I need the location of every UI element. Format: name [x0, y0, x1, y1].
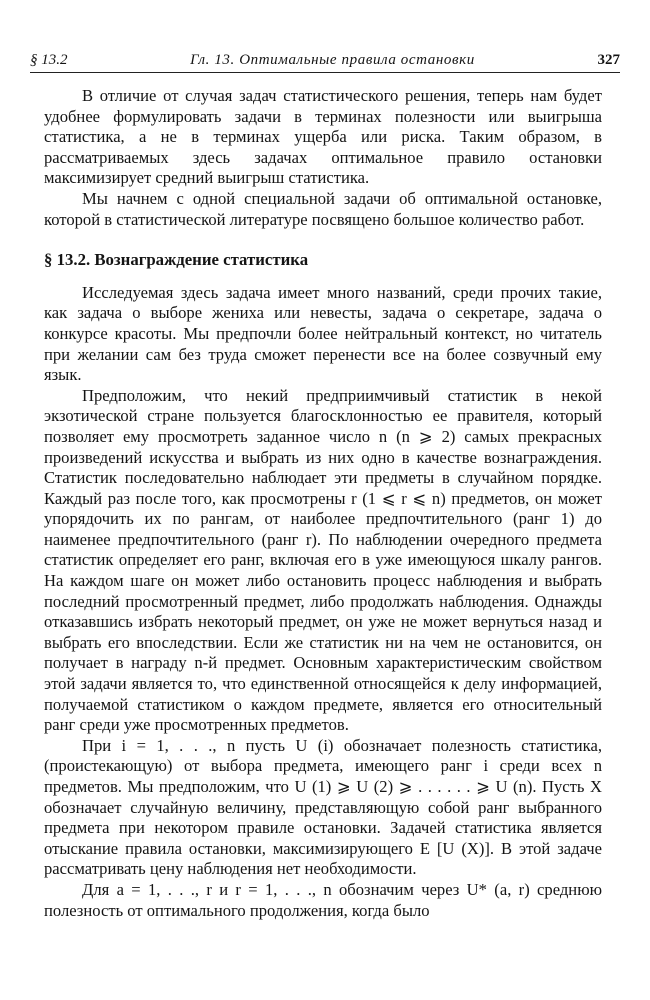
section-number: § 13.2 [30, 51, 68, 68]
paragraph: Предположим, что некий предприимчивый статистик в некой экзотической стране пользуется благосклонностью ее правителя, который позволяет ему просмотреть заданное число n (n ⩾ 2) самых прекрасных произведений искусства и выбрать из них одно в качестве вознаграждения. Статистик последовательно наблюдает эти предметы в случайном порядке. Каждый раз после того, как просмотрены r (1 ⩽ r ⩽ n) предметов, он может упорядочить их по рангам, от наиболее предпочтительного (ранг 1) до наименее предпочтительного (ранг r). По наблюдении очередного предмета статистик определяет его ранг, включая его в уже имеющуюся шкалу рангов. На каждом шаге он может либо остановить процесс наблюдения и выбрать последний просмотренный предмет, либо продолжать наблюдения. Однажды отказавшись избрать некоторый предмет, он уже не может вернуться назад и выбрать его впоследствии. Если же статистик ни на чем не остановится, он получает в награду n-й предмет. Основным характеристическим свойством этой задачи является то, что единственной относящейся к делу информацией, получаемой статистиком о каждом предмете, является его относительный ранг среди уже просмотренных предметов. [44, 385, 602, 735]
page-body [44, 86, 602, 921]
paragraph: Мы начнем с одной специальной задачи об оптимальной остановке, которой в статистической литературе посвящено большое количество работ. [44, 188, 602, 229]
chapter-title: Гл. 13. Оптимальные правила остановки [190, 51, 475, 68]
page-number: 327 [597, 51, 620, 68]
paragraph: Исследуемая здесь задача имеет много названий, среди прочих такие, как задача о выборе жениха или невесты, задача о секретаре, задача о конкурсе красоты. Мы предпочли более нейтральный контекст, но читатель при желании сам без труда сможет перенести все на более созвучный ему язык. [44, 282, 602, 385]
running-head [30, 48, 620, 73]
paragraph: Для a = 1, . . ., r и r = 1, . . ., n обозначим через U* (a, r) среднюю полезность от оптимального продолжения, когда было [44, 879, 602, 920]
paragraph: При i = 1, . . ., n пусть U (i) обозначает полезность статистика, (проистекающую) от выбора предмета, имеющего ранг i среди всех n предметов. Мы предположим, что U (1) ⩾ U (2) ⩾ . . . . . . ⩾ U (n). Пусть X обозначает случайную величину, представляющую собой ранг выбранного предмета при некотором правиле остановки. Задачей статистика является отыскание правила остановки, максимизирующего E [U (X)]. В этой задаче рассматривать цену наблюдения нет необходимости. [44, 735, 602, 879]
paragraph: В отличие от случая задач статистического решения, теперь нам будет удобнее формулировать задачи в терминах полезности или выигрыша статистика, а не в терминах ущерба или риска. Таким образом, в рассматриваемых здесь задачах оптимальное правило остановки максимизирует средний выигрыш статистика. [44, 86, 602, 188]
section-heading: § 13.2. Вознаграждение статистика [44, 250, 309, 270]
